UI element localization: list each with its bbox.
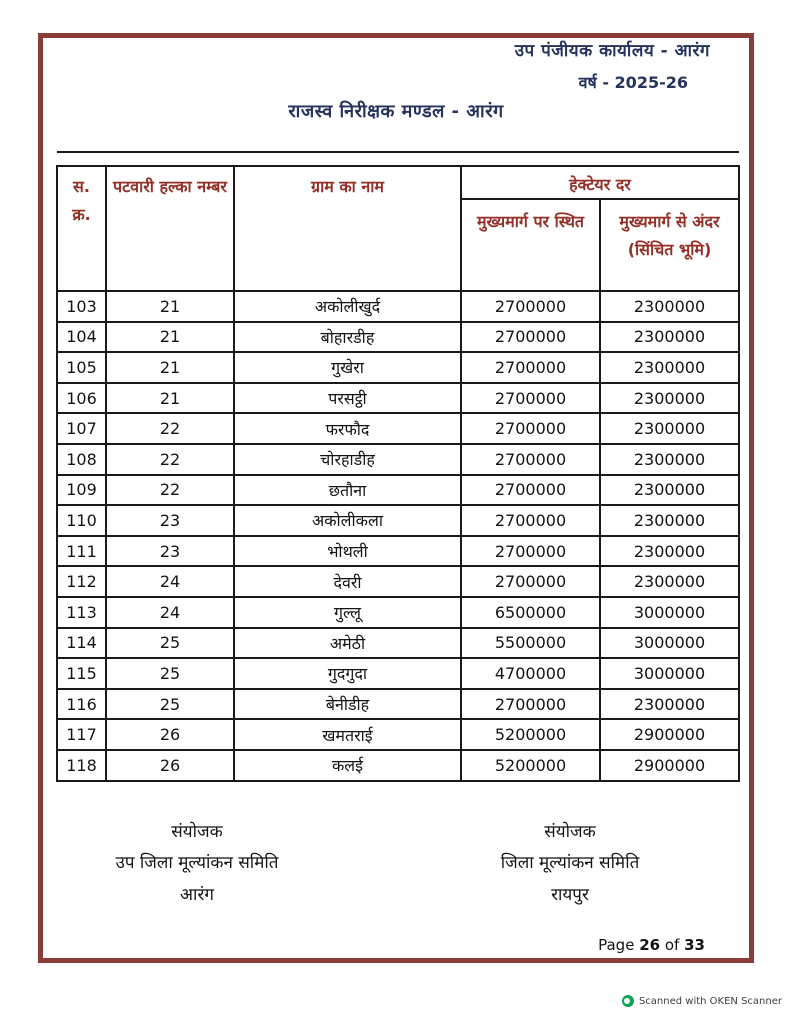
cell-rate-highway: 2700000 [461, 689, 600, 720]
table-row [57, 322, 739, 353]
col-header-hectare-rate: हेक्टेयर दर [461, 166, 739, 199]
cell-village: गुखेरा [234, 352, 461, 383]
cell-halka: 22 [106, 413, 234, 444]
table-row [57, 352, 739, 383]
signature-block-right [420, 817, 720, 911]
cell-rate-highway: 4700000 [461, 658, 600, 689]
of-word: of [664, 936, 680, 954]
page-number [505, 936, 705, 954]
col-header-rate-inside: मुख्यमार्ग से अंदर (सिंचित भूमि) [600, 199, 739, 291]
cell-serial: 117 [57, 719, 106, 750]
cell-rate-highway: 2700000 [461, 383, 600, 414]
cell-village: अकोलीखुर्द [234, 291, 461, 322]
cell-rate-highway: 6500000 [461, 597, 600, 628]
table-row [57, 719, 739, 750]
cell-halka: 21 [106, 383, 234, 414]
cell-serial: 114 [57, 628, 106, 659]
cell-village: बोहारडीह [234, 322, 461, 353]
cell-rate-inside: 2300000 [600, 413, 739, 444]
cell-village: अमेठी [234, 628, 461, 659]
cell-serial: 107 [57, 413, 106, 444]
cell-village: कलई [234, 750, 461, 781]
cell-serial: 115 [57, 658, 106, 689]
cell-village: अकोलीकला [234, 505, 461, 536]
cell-village: खमतराई [234, 719, 461, 750]
col-header-village: ग्राम का नाम [234, 166, 461, 291]
cell-rate-highway: 5200000 [461, 719, 600, 750]
table-row [57, 628, 739, 659]
cell-halka: 22 [106, 444, 234, 475]
page-total: 33 [684, 936, 705, 954]
table-top-rule [57, 151, 739, 153]
cell-halka: 23 [106, 536, 234, 567]
cell-rate-inside: 2300000 [600, 689, 739, 720]
cell-halka: 26 [106, 750, 234, 781]
cell-serial: 113 [57, 597, 106, 628]
col-header-rate-on-highway: मुख्यमार्ग पर स्थित [461, 199, 600, 291]
cell-rate-highway: 2700000 [461, 475, 600, 506]
cell-halka: 25 [106, 628, 234, 659]
cell-rate-inside: 2300000 [600, 505, 739, 536]
table-row [57, 566, 739, 597]
table-row [57, 505, 739, 536]
oken-scanner-icon [622, 995, 634, 1007]
page-current: 26 [639, 936, 661, 954]
cell-village: परसट्ठी [234, 383, 461, 414]
table-row [57, 750, 739, 781]
cell-rate-highway: 2700000 [461, 536, 600, 567]
col-header-serial-line1: स. [73, 177, 90, 196]
cell-village: फरफौद [234, 413, 461, 444]
signature-right-place: रायपुर [551, 884, 589, 905]
signature-left-committee: उप जिला मूल्यांकन समिति [115, 853, 279, 874]
col-header-serial [57, 166, 106, 291]
cell-rate-highway: 5200000 [461, 750, 600, 781]
signature-left-role: संयोजक [171, 822, 223, 842]
cell-rate-inside: 2300000 [600, 291, 739, 322]
cell-rate-inside: 2900000 [600, 750, 739, 781]
cell-serial: 108 [57, 444, 106, 475]
col-header-halka: पटवारी हल्का नम्बर [106, 166, 234, 291]
table-row [57, 475, 739, 506]
cell-rate-inside: 2300000 [600, 383, 739, 414]
cell-serial: 105 [57, 352, 106, 383]
cell-serial: 103 [57, 291, 106, 322]
cell-serial: 111 [57, 536, 106, 567]
scanner-credit [622, 995, 782, 1007]
table-row [57, 597, 739, 628]
cell-halka: 21 [106, 291, 234, 322]
table-row [57, 689, 739, 720]
rates-table-header [57, 166, 739, 291]
cell-rate-inside: 2300000 [600, 322, 739, 353]
cell-halka: 25 [106, 658, 234, 689]
cell-rate-inside: 2300000 [600, 444, 739, 475]
cell-rate-inside: 2300000 [600, 566, 739, 597]
cell-rate-inside: 2300000 [600, 352, 739, 383]
rates-table-body [57, 291, 739, 781]
table-row [57, 413, 739, 444]
cell-halka: 21 [106, 352, 234, 383]
cell-rate-inside: 3000000 [600, 658, 739, 689]
cell-halka: 22 [106, 475, 234, 506]
page-title: राजस्व निरीक्षक मण्डल - आरंग [288, 101, 504, 122]
cell-serial: 109 [57, 475, 106, 506]
cell-village: गुल्लू [234, 597, 461, 628]
cell-rate-highway: 5500000 [461, 628, 600, 659]
cell-village: भोथली [234, 536, 461, 567]
cell-halka: 25 [106, 689, 234, 720]
cell-rate-inside: 2300000 [600, 536, 739, 567]
cell-serial: 106 [57, 383, 106, 414]
signature-right-role: संयोजक [544, 822, 596, 842]
cell-halka: 26 [106, 719, 234, 750]
table-row [57, 444, 739, 475]
col-header-serial-line2: क्र. [72, 205, 91, 224]
rates-table [56, 165, 740, 782]
cell-rate-inside: 2900000 [600, 719, 739, 750]
cell-village: बेनीडीह [234, 689, 461, 720]
cell-village: छतौना [234, 475, 461, 506]
cell-rate-inside: 3000000 [600, 597, 739, 628]
cell-village: गुदगुदा [234, 658, 461, 689]
cell-serial: 110 [57, 505, 106, 536]
cell-halka: 23 [106, 505, 234, 536]
signature-block-left [47, 817, 347, 911]
scanner-credit-text: Scanned with OKEN Scanner [638, 995, 782, 1007]
cell-rate-highway: 2700000 [461, 505, 600, 536]
cell-rate-highway: 2700000 [461, 413, 600, 444]
cell-serial: 118 [57, 750, 106, 781]
cell-rate-highway: 2700000 [461, 291, 600, 322]
office-name: उप पंजीयक कार्यालय - आरंग [514, 41, 710, 61]
cell-rate-inside: 3000000 [600, 628, 739, 659]
cell-halka: 24 [106, 597, 234, 628]
cell-rate-highway: 2700000 [461, 352, 600, 383]
cell-rate-highway: 2700000 [461, 566, 600, 597]
table-row [57, 536, 739, 567]
table-row [57, 291, 739, 322]
cell-serial: 104 [57, 322, 106, 353]
cell-halka: 21 [106, 322, 234, 353]
signature-right-committee: जिला मूल्यांकन समिति [500, 853, 640, 874]
table-row [57, 383, 739, 414]
page-word: Page [598, 936, 635, 954]
year-label: वर्ष - 2025-26 [578, 73, 688, 92]
cell-village: चोरहाडीह [234, 444, 461, 475]
cell-rate-highway: 2700000 [461, 322, 600, 353]
cell-rate-highway: 2700000 [461, 444, 600, 475]
cell-village: देवरी [234, 566, 461, 597]
cell-serial: 116 [57, 689, 106, 720]
table-row [57, 658, 739, 689]
cell-rate-inside: 2300000 [600, 475, 739, 506]
signature-left-place: आरंग [180, 884, 214, 905]
cell-halka: 24 [106, 566, 234, 597]
cell-serial: 112 [57, 566, 106, 597]
